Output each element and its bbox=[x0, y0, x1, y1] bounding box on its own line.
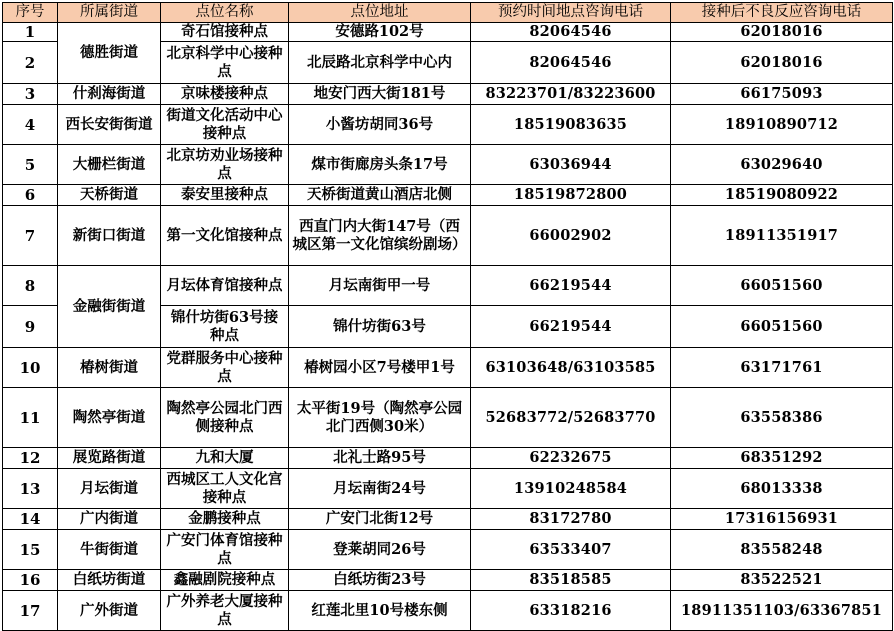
row-site-address: 月坛南街甲一号 bbox=[289, 266, 471, 306]
row-street: 什刹海街道 bbox=[58, 84, 161, 105]
row-no: 7 bbox=[3, 206, 58, 266]
row-adverse-phone: 18519080922 bbox=[671, 185, 893, 206]
row-no: 5 bbox=[3, 145, 58, 185]
row-street: 牛街街道 bbox=[58, 530, 161, 570]
table-row bbox=[3, 388, 893, 448]
header-site-name: 点位名称 bbox=[161, 3, 289, 23]
row-site-address: 太平街19号（陶然亭公园北门西侧30米） bbox=[289, 388, 471, 448]
table-row bbox=[3, 105, 893, 145]
row-no: 6 bbox=[3, 185, 58, 206]
row-booking-phone: 63103648/63103585 bbox=[471, 348, 671, 388]
row-no: 8 bbox=[3, 266, 58, 306]
row-site-name: 北京坊劝业场接种点 bbox=[161, 145, 289, 185]
row-no: 11 bbox=[3, 388, 58, 448]
row-booking-phone: 83518585 bbox=[471, 570, 671, 591]
row-site-address: 天桥街道黄山酒店北侧 bbox=[289, 185, 471, 206]
header-row bbox=[3, 3, 893, 23]
row-site-name: 陶然亭公园北门西侧接种点 bbox=[161, 388, 289, 448]
row-adverse-phone: 18911351917 bbox=[671, 206, 893, 266]
table-row bbox=[3, 509, 893, 530]
row-site-address: 西直门内大街147号（西城区第一文化馆缤纷剧场） bbox=[289, 206, 471, 266]
row-site-name: 金鹏接种点 bbox=[161, 509, 289, 530]
row-no: 13 bbox=[3, 469, 58, 509]
row-site-name: 广安门体育馆接种点 bbox=[161, 530, 289, 570]
row-site-address: 广安门北街12号 bbox=[289, 509, 471, 530]
row-site-address: 地安门西大街181号 bbox=[289, 84, 471, 105]
row-site-name: 北京科学中心接种点 bbox=[161, 42, 289, 84]
row-no: 16 bbox=[3, 570, 58, 591]
row-site-address: 锦什坊街63号 bbox=[289, 306, 471, 348]
row-site-address: 登莱胡同26号 bbox=[289, 530, 471, 570]
row-adverse-phone: 66051560 bbox=[671, 266, 893, 306]
row-site-name: 锦什坊街63号接种点 bbox=[161, 306, 289, 348]
row-adverse-phone: 66175093 bbox=[671, 84, 893, 105]
row-booking-phone: 83223701/83223600 bbox=[471, 84, 671, 105]
table-row bbox=[3, 570, 893, 591]
row-site-address: 北辰路北京科学中心内 bbox=[289, 42, 471, 84]
row-site-name: 月坛体育馆接种点 bbox=[161, 266, 289, 306]
table-row bbox=[3, 469, 893, 509]
row-booking-phone: 82064546 bbox=[471, 42, 671, 84]
row-adverse-phone: 83522521 bbox=[671, 570, 893, 591]
row-booking-phone: 66219544 bbox=[471, 306, 671, 348]
row-adverse-phone: 63029640 bbox=[671, 145, 893, 185]
row-no: 14 bbox=[3, 509, 58, 530]
row-street: 椿树街道 bbox=[58, 348, 161, 388]
row-site-address: 月坛南街24号 bbox=[289, 469, 471, 509]
row-street: 月坛街道 bbox=[58, 469, 161, 509]
row-adverse-phone: 68351292 bbox=[671, 448, 893, 469]
row-adverse-phone: 18910890712 bbox=[671, 105, 893, 145]
row-site-name: 九和大厦 bbox=[161, 448, 289, 469]
row-street: 展览路街道 bbox=[58, 448, 161, 469]
row-no: 15 bbox=[3, 530, 58, 570]
header-street: 所属街道 bbox=[58, 3, 161, 23]
row-site-address: 白纸坊街23号 bbox=[289, 570, 471, 591]
row-booking-phone: 18519083635 bbox=[471, 105, 671, 145]
row-no: 3 bbox=[3, 84, 58, 105]
row-site-address: 小酱坊胡同36号 bbox=[289, 105, 471, 145]
row-site-address: 北礼士路95号 bbox=[289, 448, 471, 469]
vaccination-sites-table bbox=[2, 2, 893, 631]
row-street: 广内街道 bbox=[58, 509, 161, 530]
row-street: 大栅栏街道 bbox=[58, 145, 161, 185]
header-site-address: 点位地址 bbox=[289, 3, 471, 23]
row-adverse-phone: 18911351103/63367851 bbox=[671, 591, 893, 631]
table-row bbox=[3, 23, 893, 42]
row-street: 广外街道 bbox=[58, 591, 161, 631]
row-site-name: 党群服务中心接种点 bbox=[161, 348, 289, 388]
row-no: 12 bbox=[3, 448, 58, 469]
row-adverse-phone: 66051560 bbox=[671, 306, 893, 348]
row-no: 1 bbox=[3, 23, 58, 42]
row-no: 17 bbox=[3, 591, 58, 631]
table-row bbox=[3, 530, 893, 570]
row-site-address: 安德路102号 bbox=[289, 23, 471, 42]
row-street: 白纸坊街道 bbox=[58, 570, 161, 591]
row-site-address: 红莲北里10号楼东侧 bbox=[289, 591, 471, 631]
row-street: 陶然亭街道 bbox=[58, 388, 161, 448]
row-adverse-phone: 62018016 bbox=[671, 23, 893, 42]
row-adverse-phone: 17316156931 bbox=[671, 509, 893, 530]
row-booking-phone: 66002902 bbox=[471, 206, 671, 266]
row-booking-phone: 66219544 bbox=[471, 266, 671, 306]
row-no: 2 bbox=[3, 42, 58, 84]
row-site-address: 煤市街廊房头条17号 bbox=[289, 145, 471, 185]
table-row bbox=[3, 448, 893, 469]
row-booking-phone: 82064546 bbox=[471, 23, 671, 42]
row-site-name: 广外养老大厦接种点 bbox=[161, 591, 289, 631]
row-street: 德胜街道 bbox=[58, 23, 161, 84]
row-booking-phone: 13910248584 bbox=[471, 469, 671, 509]
row-booking-phone: 18519872800 bbox=[471, 185, 671, 206]
row-site-address: 椿树园小区7号楼甲1号 bbox=[289, 348, 471, 388]
row-site-name: 京味楼接种点 bbox=[161, 84, 289, 105]
row-adverse-phone: 68013338 bbox=[671, 469, 893, 509]
row-adverse-phone: 63171761 bbox=[671, 348, 893, 388]
row-booking-phone: 63036944 bbox=[471, 145, 671, 185]
row-site-name: 奇石馆接种点 bbox=[161, 23, 289, 42]
table-row bbox=[3, 348, 893, 388]
row-adverse-phone: 63558386 bbox=[671, 388, 893, 448]
row-booking-phone: 63318216 bbox=[471, 591, 671, 631]
row-booking-phone: 52683772/52683770 bbox=[471, 388, 671, 448]
row-booking-phone: 63533407 bbox=[471, 530, 671, 570]
row-no: 4 bbox=[3, 105, 58, 145]
row-adverse-phone: 62018016 bbox=[671, 42, 893, 84]
table-row bbox=[3, 591, 893, 631]
row-street: 西长安街街道 bbox=[58, 105, 161, 145]
row-site-name: 第一文化馆接种点 bbox=[161, 206, 289, 266]
header-no: 序号 bbox=[3, 3, 58, 23]
row-no: 9 bbox=[3, 306, 58, 348]
row-adverse-phone: 83558248 bbox=[671, 530, 893, 570]
table-row bbox=[3, 206, 893, 266]
row-street: 新街口街道 bbox=[58, 206, 161, 266]
header-adverse-reaction-phone: 接种后不良反应咨询电话 bbox=[671, 3, 893, 23]
row-street: 金融街街道 bbox=[58, 266, 161, 348]
row-site-name: 鑫融剧院接种点 bbox=[161, 570, 289, 591]
row-site-name: 泰安里接种点 bbox=[161, 185, 289, 206]
table-row bbox=[3, 185, 893, 206]
row-site-name: 街道文化活动中心接种点 bbox=[161, 105, 289, 145]
row-street: 天桥街道 bbox=[58, 185, 161, 206]
table-row bbox=[3, 266, 893, 306]
table-row bbox=[3, 84, 893, 105]
row-no: 10 bbox=[3, 348, 58, 388]
row-site-name: 西城区工人文化宫接种点 bbox=[161, 469, 289, 509]
header-booking-phone: 预约时间地点咨询电话 bbox=[471, 3, 671, 23]
table-row bbox=[3, 145, 893, 185]
row-booking-phone: 62232675 bbox=[471, 448, 671, 469]
row-booking-phone: 83172780 bbox=[471, 509, 671, 530]
